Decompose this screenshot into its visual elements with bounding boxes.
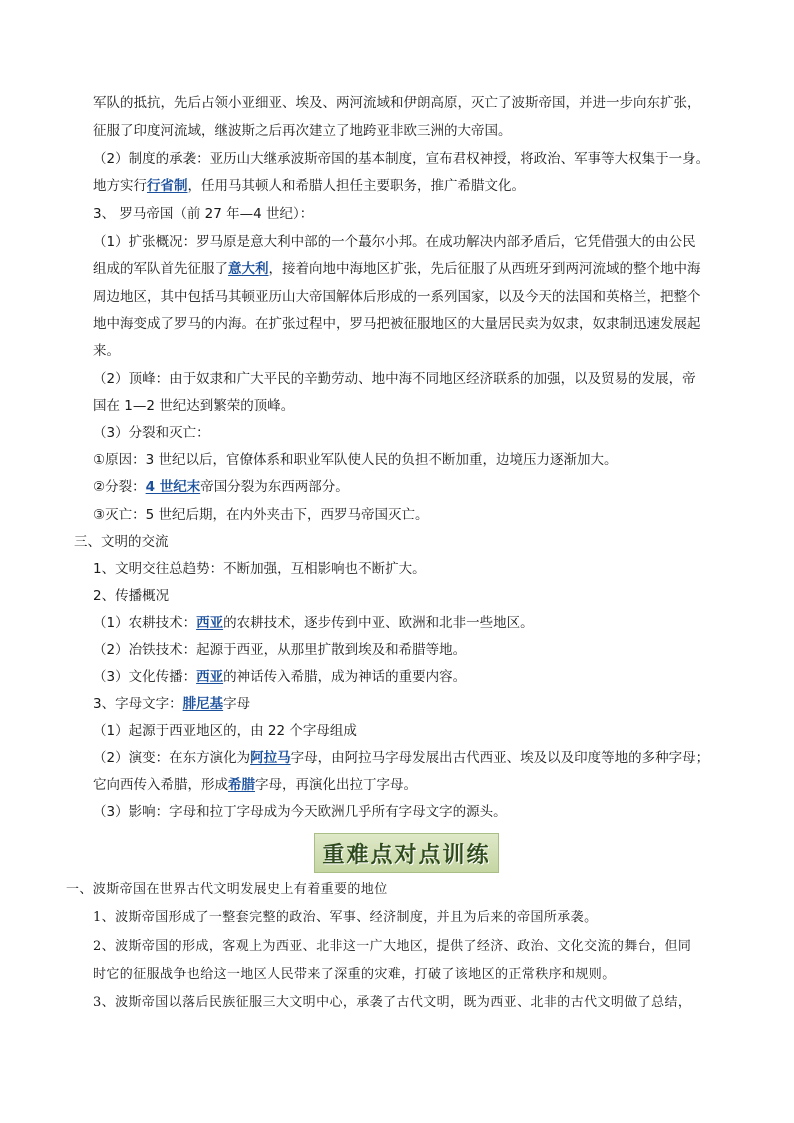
paragraph-line bbox=[93, 260, 701, 278]
paragraph-line: （1）扩张概况：罗马原是意大利中部的一个蕞尔小邦。在成功解决内部矛盾后，它凭借强大的由公民 bbox=[93, 234, 696, 250]
paragraph-line: 1、波斯帝国形成了一整套完整的政治、军事、经济制度，并且为后来的帝国所承袭。 bbox=[93, 910, 598, 925]
paragraph-line bbox=[93, 776, 417, 794]
keyword-link[interactable]: 意大利 bbox=[228, 261, 269, 277]
paragraph-line: 地中海变成了罗马的内海。在扩张过程中，罗马把被征服地区的大量居民卖为奴隶，奴隶制迅速发展起 bbox=[93, 316, 701, 332]
section-banner bbox=[314, 833, 499, 873]
paragraph-line: （1）起源于西亚地区的，由 22 个字母组成 bbox=[93, 723, 357, 739]
text-segment: 它向西传入希腊，形成 bbox=[93, 777, 228, 793]
text-segment: 字母，再演化出拉丁字母。 bbox=[255, 777, 417, 793]
keyword-link[interactable]: 阿拉马 bbox=[250, 750, 291, 766]
keyword-link[interactable]: 希腊 bbox=[228, 777, 255, 793]
paragraph-line: 2、传播概况 bbox=[93, 588, 170, 604]
section-heading: 一、波斯帝国在世界古代文明发展史上有着重要的地位 bbox=[66, 882, 388, 897]
text-segment: 的神话传入希腊，成为神话的重要内容。 bbox=[223, 669, 467, 685]
text-segment: 字母，由阿拉马字母发展出古代西亚、埃及以及印度等地的多种字母； bbox=[290, 750, 710, 766]
paragraph-line: 周边地区，其中包括马其顿亚历山大帝国解体后形成的一系列国家，以及今天的法国和英格兰，把整个 bbox=[93, 289, 701, 305]
paragraph-line: 3、波斯帝国以落后民族征服三大文明中心，承袭了古代文明，既为西亚、北非的古代文明做了总结， bbox=[93, 995, 692, 1010]
paragraph-line: （3）分裂和灭亡： bbox=[93, 425, 210, 441]
paragraph-line: 1、文明交往总趋势：不断加强，互相影响也不断扩大。 bbox=[93, 561, 426, 577]
text-segment: （2）演变：在东方演化为 bbox=[93, 750, 251, 766]
paragraph-line: （2）冶铁技术：起源于西亚，从那里扩散到埃及和希腊等地。 bbox=[93, 642, 467, 658]
text-segment: ，接着向地中海地区扩张，先后征服了从西班牙到两河流域的整个地中海 bbox=[268, 261, 701, 277]
paragraph-line: （2）制度的承袭：亚历山大继承波斯帝国的基本制度，宣布君权神授，将政治、军事等大权集于一身。 bbox=[93, 151, 710, 167]
keyword-link[interactable]: 西亚 bbox=[196, 669, 224, 685]
keyword-link[interactable]: 腓尼基 bbox=[182, 696, 224, 712]
paragraph-line: 来。 bbox=[93, 343, 120, 359]
text-segment: ，任用马其顿人和希腊人担任主要职务，推广希腊文化。 bbox=[187, 178, 525, 194]
keyword-link[interactable]: 4 世纪末 bbox=[145, 479, 201, 495]
text-segment: 地方实行 bbox=[93, 178, 147, 194]
paragraph-line bbox=[93, 614, 534, 632]
text-segment: 的农耕技术，逐步传到中亚、欧洲和北非一些地区。 bbox=[223, 615, 534, 631]
paragraph-line bbox=[93, 695, 250, 713]
paragraph-line: （3）影响：字母和拉丁字母成为今天欧洲几乎所有字母文字的源头。 bbox=[93, 804, 507, 820]
paragraph-line: 2、波斯帝国的形成，客观上为西亚、北非这一广大地区，提供了经济、政治、文化交流的舞台，但同 bbox=[93, 939, 692, 954]
paragraph-line: 时它的征服战争也给这一地区人民带来了深重的灾难，打破了该地区的正常秩序和规则。 bbox=[93, 967, 616, 982]
keyword-link[interactable]: 西亚 bbox=[196, 615, 224, 631]
text-segment: ②分裂： bbox=[93, 479, 146, 495]
text-segment: 3、字母文字： bbox=[93, 696, 183, 712]
banner-title: 重难点对点训练 bbox=[322, 842, 491, 868]
paragraph-line bbox=[93, 478, 349, 496]
text-segment: （1）农耕技术： bbox=[93, 615, 197, 631]
paragraph-line: （2）顶峰：由于奴隶和广大平民的辛勤劳动、地中海不同地区经济联系的加强，以及贸易的发展，帝 bbox=[93, 371, 696, 387]
paragraph-line: 征服了印度河流域，继波斯之后再次建立了地跨亚非欧三洲的大帝国。 bbox=[93, 123, 512, 139]
paragraph-line bbox=[93, 668, 466, 686]
paragraph-line: ①原因：3 世纪以后，官僚体系和职业军队使人民的负担不断加重，边境压力逐渐加大。 bbox=[93, 452, 618, 468]
paragraph-line bbox=[93, 749, 709, 767]
paragraph-line: ③灭亡：5 世纪后期，在内外夹击下，西罗马帝国灭亡。 bbox=[93, 507, 429, 523]
text-segment: 字母 bbox=[223, 696, 251, 712]
text-segment: （3）文化传播： bbox=[93, 669, 197, 685]
paragraph-line bbox=[93, 177, 525, 195]
keyword-link[interactable]: 行省制 bbox=[147, 178, 188, 194]
paragraph-line: 军队的抵抗，先后占领小亚细亚、埃及、两河流域和伊朗高原，灭亡了波斯帝国，并进一步向东扩张， bbox=[93, 95, 701, 111]
text-segment: 帝国分裂为东西两部分。 bbox=[200, 479, 349, 495]
paragraph-line: 国在 1—2 世纪达到繁荣的顶峰。 bbox=[93, 398, 295, 414]
section-heading: 3、 罗马帝国（前 27 年—4 世纪）： bbox=[93, 206, 314, 222]
section-heading: 三、文明的交流 bbox=[74, 534, 169, 550]
text-segment: 组成的军队首先征服了 bbox=[93, 261, 228, 277]
